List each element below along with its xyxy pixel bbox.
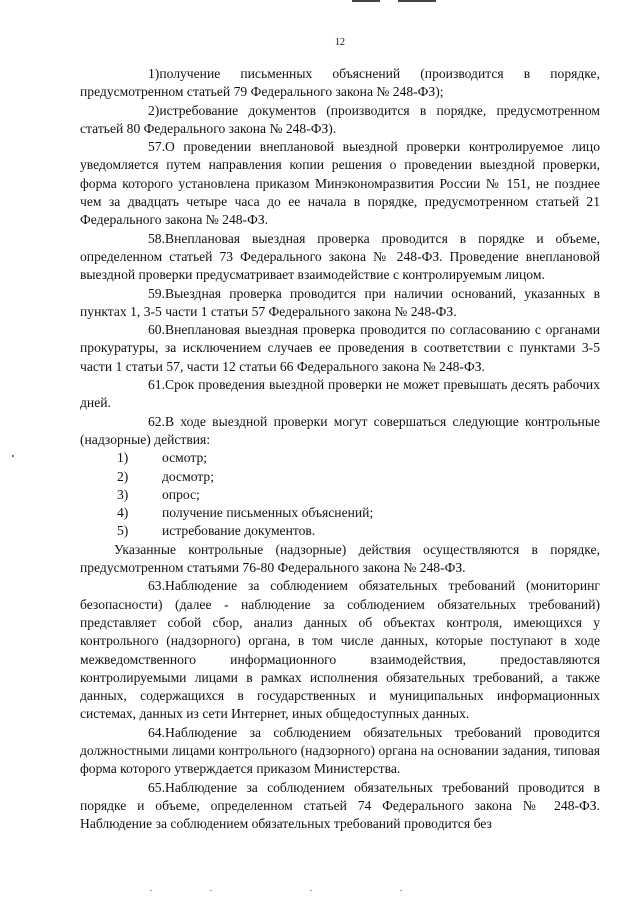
paragraph-text: истребование документов (производится в порядке, предусмотренном статьей 80 Федерального закона № 248-ФЗ). xyxy=(80,102,600,136)
list-item xyxy=(80,486,600,504)
page-number: 12 xyxy=(335,37,345,48)
paragraph-number: 58. xyxy=(148,230,165,246)
list-text: истребование документов. xyxy=(162,523,316,539)
paragraph-number: 63. xyxy=(148,578,165,594)
paragraph-number: 60. xyxy=(148,322,165,338)
paragraph-61 xyxy=(80,376,600,413)
scan-marks-bottom xyxy=(150,890,450,894)
paragraph-58 xyxy=(80,230,600,285)
paragraph-65 xyxy=(80,779,600,834)
paragraph-text: Наблюдение за соблюдением обязательных требований проводится в порядке и объеме, определенном статьей 74 Федерального закона № 248-ФЗ. Наблюдение за соблюдением обязательных требований проводится без xyxy=(80,779,600,832)
paragraph-text: получение письменных объяснений (производится в порядке, предусмотренном статьей 79 Федерального закона № 248-ФЗ); xyxy=(80,66,600,100)
paragraph-item-2 xyxy=(80,102,600,139)
list-number: 1) xyxy=(117,450,129,466)
paragraph-text: Внеплановая выездная проверка проводится по согласованию с органами прокуратуры, за исключением случаев ее проведения в соответствии с пунктами 3-5 части 1 статьи 57, части 12 статьи 66 Федерального закона № 248-ФЗ. xyxy=(80,322,600,374)
paragraph-62 xyxy=(80,413,600,450)
paragraph-60 xyxy=(80,321,600,376)
paragraph-text: Наблюдение за соблюдением обязательных требований (мониторинг безопасности) (далее - наблюдение за соблюдением обязательных требований) представляет собой сбор, анализ данных об объектах контроля, имеющихся у контрольного (надзорного) органа, в том числе данных, которые поступают в ходе межведомственного информационного взаимодействия, предоставляются контролируемыми лицами в рамках исполнения обязательных требований, а также данных, содержащихся в государственных и муниципальных информационных системах, данных из сети Интернет, иных общедоступных данных. xyxy=(80,578,600,722)
paragraph-number: 61. xyxy=(148,377,165,393)
list-number: 3) xyxy=(117,486,129,502)
scan-marks-top xyxy=(352,0,442,4)
paragraph-number: 2) xyxy=(148,102,160,118)
list-item xyxy=(80,522,600,540)
list-number: 4) xyxy=(117,505,129,521)
paragraph-text: В ходе выездной проверки могут совершаться следующие контрольные (надзорные) действия: xyxy=(80,413,600,447)
document-body xyxy=(80,65,600,833)
scan-speck xyxy=(12,455,14,457)
paragraph-text: Наблюдение за соблюдением обязательных требований проводится должностными лицами контрольного (надзорного) органа на основании задания, типовая форма которого утверждается приказом Министерства. xyxy=(80,724,600,777)
paragraph-text: Внеплановая выездная проверка проводится в порядке и объеме, определенном статьей 73 Федерального закона № 248-ФЗ. Проведение внеплановой выездной проверки предусматривает взаимодействие с контролируемым лицом. xyxy=(80,230,600,283)
paragraph-57 xyxy=(80,138,600,229)
paragraph-text: О проведении внеплановой выездной проверки контролируемое лицо уведомляется путем направления копии решения о проведении выездной проверки, форма которого установлена приказом Минэкономразвития России № 151, не позднее чем за двадцать четыре часа до ее начала в порядке, предусмотренном статьей 21 Федерального закона № 248-ФЗ. xyxy=(80,139,600,228)
list-text: досмотр; xyxy=(162,468,214,484)
paragraph-number: 57. xyxy=(148,139,165,155)
list-number: 5) xyxy=(117,523,129,539)
paragraph-number: 64. xyxy=(148,724,165,740)
paragraph-number: 65. xyxy=(148,779,165,795)
list-number: 2) xyxy=(117,468,129,484)
list-text: получение письменных объяснений; xyxy=(162,505,374,521)
list-text: осмотр; xyxy=(162,450,208,466)
paragraph-59 xyxy=(80,285,600,322)
paragraph-item-1 xyxy=(80,65,600,102)
paragraph-63 xyxy=(80,577,600,723)
paragraph-number: 1) xyxy=(148,66,160,81)
list-item xyxy=(80,468,600,486)
list-text: опрос; xyxy=(162,486,200,502)
paragraph-64 xyxy=(80,724,600,779)
list-item xyxy=(80,449,600,467)
paragraph-number: 62. xyxy=(148,413,165,429)
paragraph-number: 59. xyxy=(148,285,165,301)
list-item xyxy=(80,504,600,522)
paragraph-text: Срок проведения выездной проверки не может превышать десять рабочих дней. xyxy=(80,377,600,411)
paragraph-text: Выездная проверка проводится при наличии оснований, указанных в пунктах 1, 3-5 части 1 статьи 57 Федерального закона № 248-ФЗ. xyxy=(80,285,600,319)
paragraph-actions-note: Указанные контрольные (надзорные) действия осуществляются в порядке, предусмотренном статьями 76-80 Федерального закона № 248-ФЗ. xyxy=(80,541,600,576)
